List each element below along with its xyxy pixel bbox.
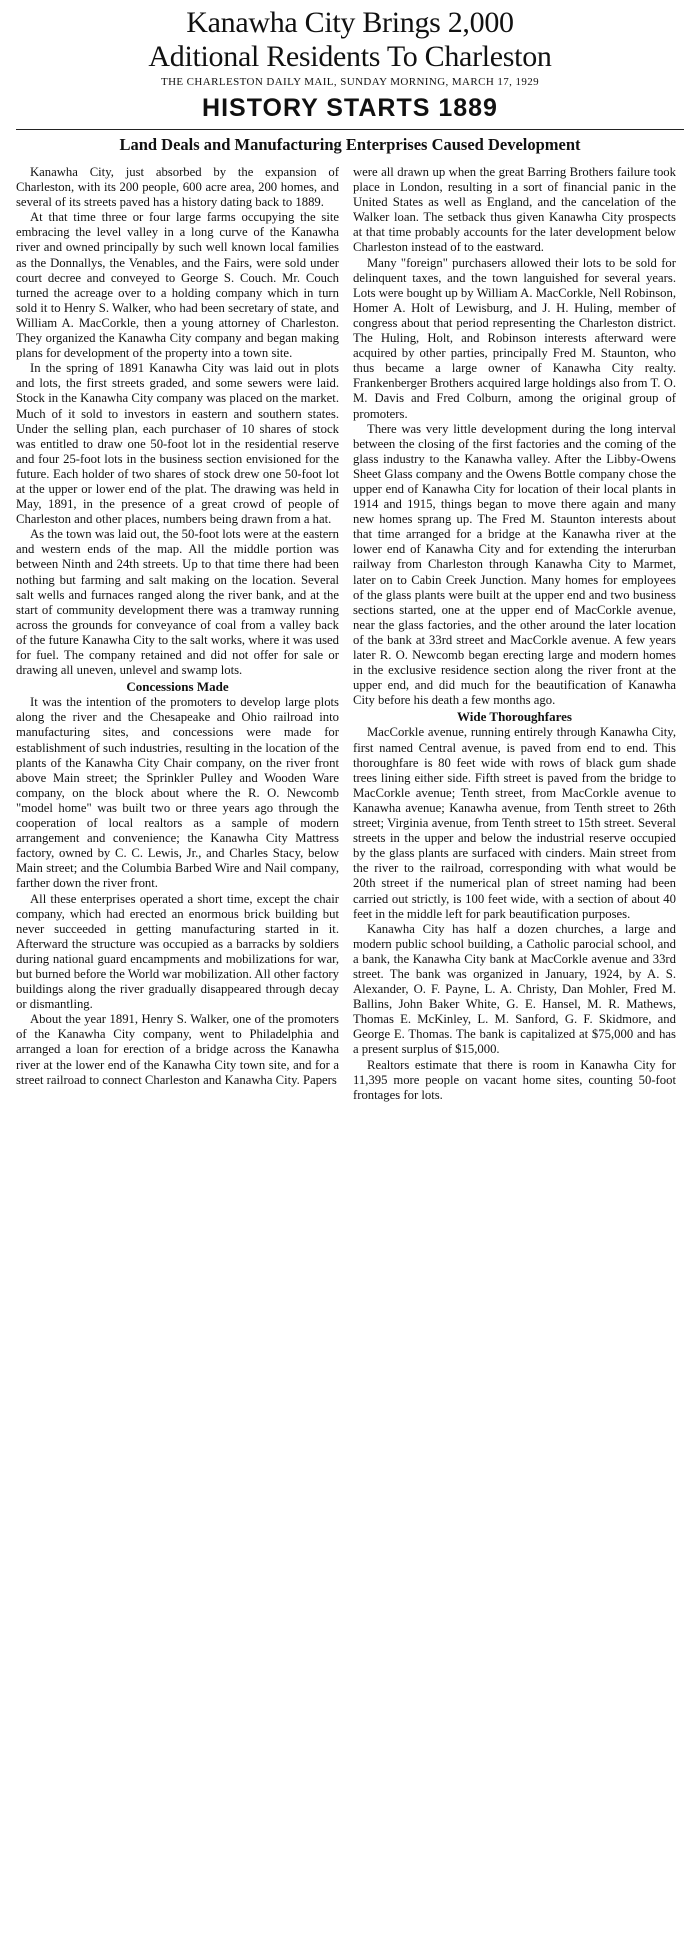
paragraph: Kanawha City has half a dozen churches, a large and modern public school building, a Catholic parocial school, and a bank, the Kanawha City bank at MacCorkle avenue and 33rd street. The bank was organized in January, 1924, by A. S. Alexander, O. F. Payne, L. A. Christy, Dan Mohler, Fred M. Ballins, John Baker White, G. E. Hansel, M. R. Mathews, Thomas E. McKinley, L. M. Sanford, G. F. Skidmore, and George E. Thomas. The bank is capitalized at $75,000 and has a present surplus of $15,000. bbox=[353, 921, 676, 1057]
deck-primary: HISTORY STARTS 1889 bbox=[202, 94, 498, 122]
paragraph: All these enterprises operated a short time, except the chair company, which had erected an enormous brick building but never succeeded in getting manufacturing started in it. Afterward the structure was occupied as a barracks by soldiers during national guard encampments and mobilizations for war, but burned before the World war mobilization. All other factory buildings along the river gradually disappeared through decay or dismantling. bbox=[16, 891, 339, 1012]
paragraph: were all drawn up when the great Barring Brothers failure took place in London, resulting in a sort of financial panic in the United States as well as England, and the cancelation of the Walker loan. The setback thus given Kanawha City prospects at that time probably accounts for the later development below Charleston instead of to the eastward. bbox=[353, 165, 676, 255]
paragraph: At that time three or four large farms occupying the site embracing the level valley in a long curve of the Kanawha river and owned principally by such well known local families as the Donnallys, the Venables, and the Fairs, were sold under court decree and conveyed to George S. Couch. Mr. Couch turned the acreage over to a holding company which in turn sold it to Henry S. Walker, who had been secretary of state, and William A. MacCorkle, then a young attorney of Charleston. They organized the Kanawha City company and began making plans for development of the property into a town site. bbox=[16, 210, 339, 361]
paragraph: There was very little development during the long interval between the closing of the first factories and the coming of the glass industry to the Kanawha valley. After the Libby-Owens Sheet Glass company and the Owens Bottle company chose the upper end of Kanawha City for location of their local plants in 1914 and 1915, things began to move there again and many new homes sprang up. The Fred M. Staunton interests about that time arranged for a bridge at the Kanawha river at the lower end of Kanawha City and for extending the interurban railway from Charleston through Kanawha City to Marmet, later on to Cabin Creek Junction. Many homes for employees of the glass plants were built at the upper end and two business sections started, one at the upper end of MacCorkle avenue, near the glass factories, and the other around the later location of the bank at 33rd street and MacCorkle avenue. A few years later R. O. Newcomb began erecting large and modern homes in the exclusive residence section along the river front at the upper end, and did much for the beautification of Kanawha City before his death a few months ago. bbox=[353, 421, 676, 708]
headline-line-1: Kanawha City Brings 2,000 bbox=[186, 6, 514, 39]
headline-line-2: Aditional Residents To Charleston bbox=[148, 40, 552, 73]
dateline: THE CHARLESTON DAILY MAIL, SUNDAY MORNING, MARCH 17, 1929 bbox=[160, 76, 540, 88]
article-column-2 bbox=[353, 165, 676, 1103]
paragraph: Realtors estimate that there is room in Kanawha City for 11,395 more people on vacant home sites, counting 50-foot frontages for lots. bbox=[353, 1057, 676, 1102]
article-columns bbox=[16, 165, 684, 1103]
paragraph: MacCorkle avenue, running entirely through Kanawha City, first named Central avenue, is paved from end to end. This thoroughfare is 80 feet wide with rows of black gum shade trees lining either side. Fifth street is paved from the bridge to MacCorkle avenue; Tenth street, from MacCorkle avenue to Kanawha avenue; Kanawha avenue, from Tenth street to 26th street; Virginia avenue, from Tenth street to 15th street. Several streets in the upper and below the industrial reserve occupied by the glass plants are surfaced with cinders. Main street from the river to the railroad, corresponding with what would be 20th street if the numerical plan of street naming had been carried out strictly, is 100 feet wide, with a section of about 40 feet in the middle left for park beautification purposes. bbox=[353, 725, 676, 921]
paragraph: Many "foreign" purchasers allowed their lots to be sold for delinquent taxes, and the town languished for several years. Lots were bought up by William A. MacCorkle, Nell Robinson, Homer A. Holt of Lewisburg, and J. H. Huling, member of congress about that period representing the Charleston district. The Huling, Holt, and Robinson interests afterward were acquired by other parties, principally Fred M. Staunton, who thus became a large owner of Kanawha City realty. Frankenberger Brothers acquired large holdings also from T. O. M. Davis and Fred Colburn, among the original group of promoters. bbox=[353, 255, 676, 421]
paragraph: Kanawha City, just absorbed by the expansion of Charleston, with its 200 people, 600 acre area, 200 homes, and several of its streets paved has a history dating back to 1889. bbox=[16, 165, 339, 210]
article-column-1 bbox=[16, 165, 339, 1103]
paragraph: It was the intention of the promoters to develop large plots along the river and the Chesapeake and Ohio railroad into manufacturing sites, and concessions were made for establishment of such industries, resulting in the location of the plants of the Kanawha City Chair company, on the river front above Main street; the Sprinkler Pulley and Wooden Ware company, on the block about where the R. O. Newcomb "model home" was built two or three years ago through the cooperation of local realtors as a sample of modern arrangement and convenience; the Kanawha City Mattress factory, owned by C. C. Lewis, Jr., and Charles Stacy, below Main street; and the Columbia Barbed Wire and Nail company, farther down the river front. bbox=[16, 695, 339, 891]
divider-rule bbox=[16, 129, 684, 130]
subheading-concessions: Concessions Made bbox=[126, 679, 229, 695]
paragraph: About the year 1891, Henry S. Walker, one of the promoters of the Kanawha City company, went to Philadelphia and arranged a loan for erection of a bridge across the Kanawha river at the lower end of the Kanawha City town site, and for a street railroad to connect Charleston and Kanawha City. Papers bbox=[16, 1012, 339, 1087]
deck-secondary: Land Deals and Manufacturing Enterprises Caused Development bbox=[119, 135, 581, 154]
paragraph: As the town was laid out, the 50-foot lots were at the eastern and western ends of the map. All the middle portion was between Ninth and 24th streets. Up to that time there had been nothing but farming and salt making on the location. Several salt wells and furnaces ranged along the river bank, and at the start of community development there was a tramway running across the grounds for conveyance of coal from a valley back of the future Kanawha City to the salt works, where it was used for fuel. The company retained and did not offer for sale or drawing all uneven, unlevel and swamp lots. bbox=[16, 527, 339, 678]
subheading-wide-thoroughfares: Wide Thoroughfares bbox=[457, 709, 572, 725]
paragraph: In the spring of 1891 Kanawha City was laid out in plots and lots, the first streets graded, and some sewers were laid. Stock in the Kanawha City company was placed on the market. Much of it sold to investors in eastern and southern states. Under the selling plan, each purchaser of 10 shares of stock was entitled to draw one 50-foot lot in the residential reserve and four 25-foot lots in the business section envisioned for the future. Each holder of two shares of stock drew one 50-foot lot at the upper or lower end of the plat. The drawing was held in May, 1891, in the presence of a great crowd of people of Charleston and other places, numbers being drawn from a hat. bbox=[16, 361, 339, 527]
